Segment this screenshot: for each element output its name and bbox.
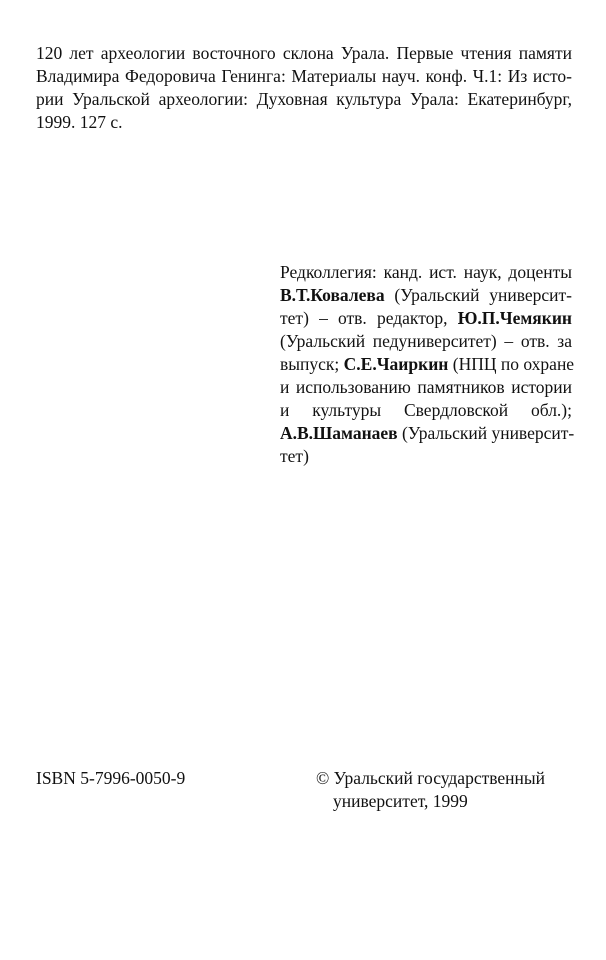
- copyright-line-2: университет, 1999: [333, 791, 468, 811]
- board-line-5-rest: (НПЦ по охране: [452, 354, 575, 374]
- board-line-8-rest: (Уральский университ-: [402, 423, 575, 443]
- board-line-3: [280, 308, 572, 328]
- citation-line-3: рии Уральской археологии: Духовная культура Урала: Екатеринбург,: [36, 89, 572, 109]
- board-line-1: Редколлегия: канд. ист. наук, доценты: [280, 262, 572, 282]
- board-line-8: [280, 423, 575, 443]
- editor-name-kovaleva: В.Т.Ковалева: [280, 285, 385, 305]
- editor-name-chairkin: С.Е.Чаиркин: [343, 354, 449, 374]
- board-line-3-start: тет) – отв. редактор,: [280, 308, 448, 328]
- isbn-text: ISBN 5-7996-0050-9: [36, 768, 186, 788]
- board-line-5-start: выпуск;: [280, 354, 340, 374]
- copyright-line-1: © Уральский государственный: [316, 768, 546, 788]
- editor-name-shamanaev: А.В.Шаманаев: [280, 423, 398, 443]
- board-line-9: тет): [280, 446, 309, 466]
- board-line-4: (Уральский педуниверситет) – отв. за: [280, 331, 572, 351]
- citation-line-2: Владимира Федоровича Генинга: Материалы науч. конф. Ч.1: Из исто-: [36, 66, 572, 86]
- board-line-6: и использованию памятников истории: [280, 377, 572, 397]
- citation-line-1: 120 лет археологии восточного склона Урала. Первые чтения памяти: [36, 43, 572, 63]
- editor-name-chemyakin: Ю.П.Чемякин: [457, 308, 573, 328]
- board-line-7: и культуры Свердловской обл.);: [280, 400, 572, 420]
- board-line-2-rest: (Уральский университ-: [394, 285, 572, 305]
- citation-line-4: 1999. 127 с.: [36, 112, 123, 132]
- board-line-2: [280, 285, 572, 305]
- board-line-5: [280, 354, 575, 374]
